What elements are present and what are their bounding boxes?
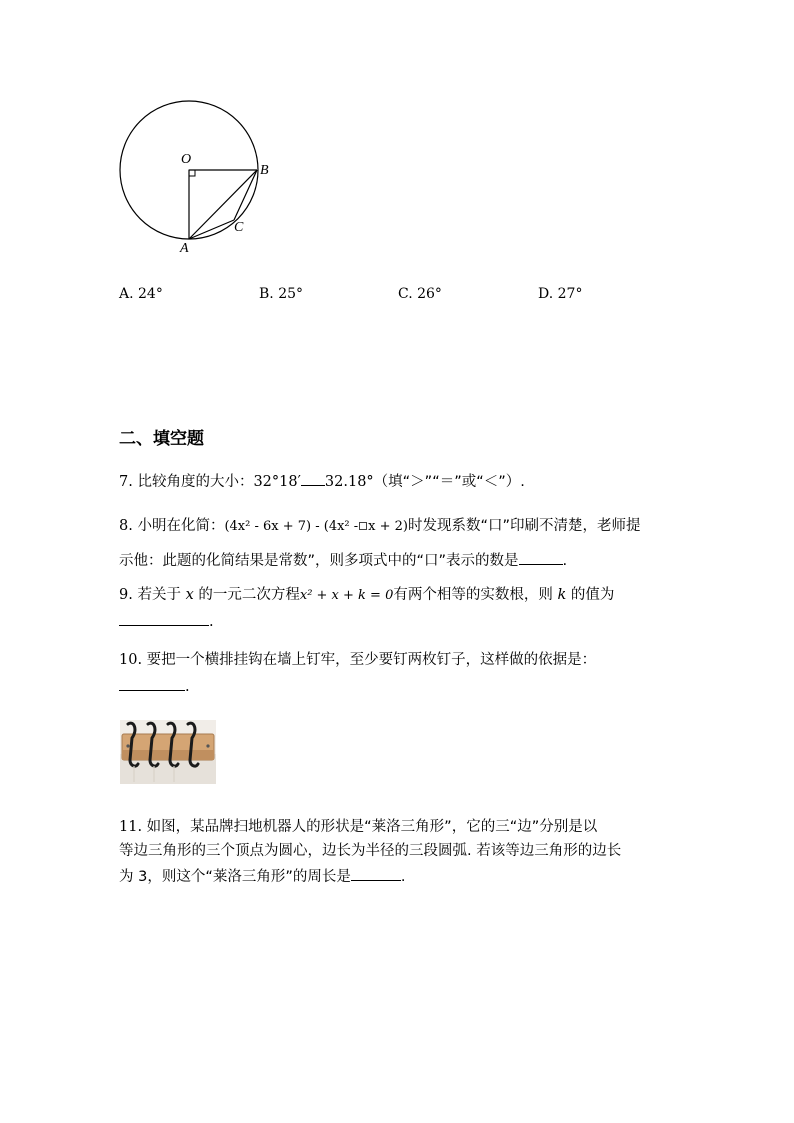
- q10-text: 要把一个横排挂钩在墙上钉牢，至少要钉两枚钉子，这样做的依据是：: [146, 652, 597, 668]
- q9-line2-after: .: [209, 614, 214, 630]
- q9-answer-blank: [119, 610, 209, 626]
- q8-text-after: 时发现系数“口”印刷不清楚，老师提: [408, 518, 641, 534]
- question-7: [119, 470, 525, 492]
- q9-var-k: k: [557, 587, 567, 603]
- q9-equation: x² + x + k = 0: [299, 588, 394, 603]
- q10-answer-blank: [119, 675, 185, 691]
- q8-answer-blank: [519, 549, 563, 565]
- q11-answer-blank: [351, 865, 401, 881]
- question-9-line2: [119, 610, 214, 632]
- q7-answer-blank: [301, 470, 325, 486]
- q7-number: 7.: [119, 474, 133, 490]
- label-o: O: [181, 152, 192, 167]
- q9-text-mid2: 有两个相等的实数根，则: [393, 587, 553, 603]
- label-c: C: [234, 220, 244, 235]
- q9-text-after: 的值为: [570, 587, 615, 603]
- q9-var-x: x: [185, 587, 194, 603]
- segment-ab: [189, 170, 257, 239]
- q9-text-mid: 的一元二次方程: [198, 587, 300, 603]
- circle-geometry-figure: [112, 100, 282, 260]
- nail-right: [206, 744, 209, 747]
- q11-line3-before: 为 3，则这个“莱洛三角形”的周长是: [119, 869, 351, 885]
- question-8-line1: [119, 516, 641, 537]
- q8-text-before: 小明在化简：: [137, 518, 225, 534]
- choice-b: B. 25°: [259, 286, 304, 302]
- q7-text-after: （填“＞”“＝”或“＜”）.: [373, 474, 525, 490]
- segment-ac: [189, 220, 234, 239]
- q7-angle-b: 32.18°: [324, 474, 374, 490]
- q10-number: 10.: [119, 652, 143, 668]
- choice-d: D. 27°: [538, 286, 583, 302]
- question-10-line1: [119, 650, 596, 670]
- label-a: A: [180, 241, 189, 256]
- q9-number: 9.: [119, 587, 133, 603]
- section-title: 二、填空题: [119, 429, 204, 449]
- right-angle-mark: [189, 170, 195, 176]
- question-11-line2: 等边三角形的三个顶点为圆心，边长为半径的三段圆弧. 若该等边三角形的边长: [119, 843, 622, 859]
- question-11-line3: [119, 865, 405, 887]
- q10-line2-after: .: [185, 679, 190, 695]
- q7-text-before: 比较角度的大小：: [137, 474, 254, 490]
- q8-line2-after: .: [562, 553, 568, 569]
- q11-line1: 如图，某品牌扫地机器人的形状是“莱洛三角形”，它的三“边”分别是以: [146, 819, 598, 835]
- q8-number: 8.: [119, 518, 133, 534]
- q9-text-before: 若关于: [137, 587, 181, 603]
- question-11-line1: [119, 817, 597, 837]
- q7-angle-a: 32°18′: [253, 474, 301, 490]
- q8-expr-left: (4x² - 6x + 7) - (4x² -: [224, 519, 359, 534]
- question-10-line2: [119, 675, 190, 697]
- question-9-line1: [119, 585, 614, 606]
- nail-left: [126, 744, 129, 747]
- q8-unknown-box: [359, 522, 367, 530]
- q8-expr-right: x + 2): [368, 519, 409, 534]
- choice-a: A. 24°: [119, 286, 163, 302]
- q8-line2-before: 示他：此题的化简结果是常数”，则多项式中的“口”表示的数是: [119, 553, 519, 569]
- label-b: B: [260, 163, 269, 178]
- q11-number: 11.: [119, 819, 143, 835]
- question-8-line2: [119, 549, 567, 571]
- wall-hook-rack-image: [120, 720, 216, 784]
- choice-c: C. 26°: [398, 286, 442, 302]
- q11-line3-after: .: [400, 869, 406, 885]
